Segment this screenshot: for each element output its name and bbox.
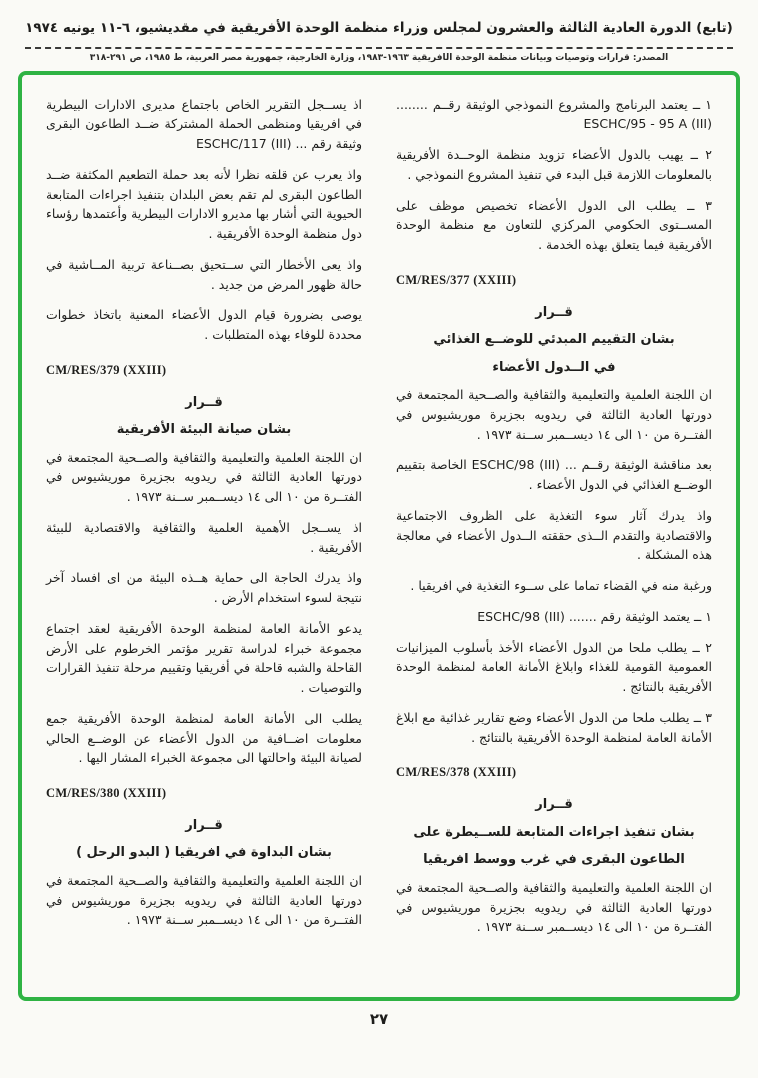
paragraph: واذ يدرك الحاجة الى حماية هــذه البيئة من اى افساد آخر نتيجة لسوء استخدام الأرض .	[46, 570, 362, 606]
paragraph: اذ يســجل الأهمية العلمية والثقافية والاقتصادية للبيئة الأفريقية .	[46, 519, 362, 555]
doc-reference: CM/RES/379 (XXIII)	[46, 362, 167, 377]
paragraph: واذ يعرب عن قلقه نظرا لأنه بعد حملة التطعيم المكثفة ضــد الطاعون البقرى لم تقم بعض البلدان بتنفيذ اجراءات المتابعة الحيوية التي أشار بها مديرو الادارات البيطرية وأعتمدها رؤساء دول منظمة الوحدة الأفريقية .	[46, 166, 362, 242]
paragraph: ٣ ــ يطلب الى الدول الأعضاء تخصيص موظف على المســتوى الحكومي المركزي للتعاون مع منظمة الوحدة الأفريقية فيما يتعلق بهذه الخدمة .	[396, 197, 712, 253]
paragraph: ١ ــ يعتمد الوثيقة رقم ....... ESCHC/98 (III)	[477, 608, 712, 624]
section-heading: بشان صيانة البيئة الأفريقية	[116, 422, 292, 438]
section-heading: بشان البداوة في افريقيا ( البدو الرحل )	[76, 845, 332, 861]
section-heading: قــرار	[185, 817, 223, 833]
paragraph: ٢ ــ يهيب بالدول الأعضاء تزويد منظمة الوحــدة الأفريقية بالمعلومات اللازمة قبل البدء في تنفيذ المشروع النموذجي .	[396, 147, 712, 182]
paragraph: ان اللجنة العلمية والتعليمية والثقافية والصــحية المجتمعة في دورتها العادية الثالثة في ريدويه بجزيرة موريشيوس في الفتــرة من ١٠ الى ١٤ ديســمبر ســنة ١٩٧٣ .	[46, 872, 362, 928]
section-heading: قــرار	[535, 304, 573, 320]
doc-reference: CM/RES/378 (XXIII)	[396, 765, 517, 780]
doc-reference: CM/RES/380 (XXIII)	[46, 786, 167, 801]
paragraph: ١ ــ يعتمد البرنامج والمشروع النموذجي الوثيقة رقــم ........ ESCHC/95 - 95 A (III)	[396, 96, 712, 132]
section-heading: بشان التقييم المبدئي للوضــع الغذائي	[433, 332, 675, 348]
paragraph: ان اللجنة العلمية والتعليمية والثقافية والصــحية المجتمعة في دورتها العادية الثالثة في ريدويه بجزيرة موريشيوس في الفتــرة من ١٠ الى ١٤ ديســمبر ســنة ١٩٧٣ .	[396, 387, 712, 442]
section-heading: بشان تنفيذ اجراءات المتابعة للســيطرة على	[413, 824, 695, 840]
paragraph: ورغبة منه في القضاء تماما على ســوء التغذية في افريقيا .	[410, 578, 712, 594]
paragraph: ٣ ــ يطلب ملحا من الدول الأعضاء وضع تقارير غذائية مع ابلاغ الأمانة العامة لمنظمة الوحدة الأفريقية بالنتائج .	[396, 709, 712, 745]
column-right	[396, 95, 712, 948]
paragraph: ان اللجنة العلمية والتعليمية والثقافية والصــحية المجتمعة في دورتها العادية الثالثة في ريدويه بجزيرة موريشيوس في الفتــرة من ١٠ الى ١٤ ديســمبر ســنة ١٩٧٣ .	[46, 449, 362, 505]
doc-reference: CM/RES/377 (XXIII)	[396, 272, 517, 287]
page-title: (تابع) الدورة العادية الثالثة والعشرون لمجلس وزراء منظمة الوحدة الأفريقية في مقديشيو، ٦-١١ يونيه ١٩٧٤	[25, 20, 733, 36]
paragraph: بعد مناقشة الوثيقة رقــم ... ESCHC/98 (III) الخاصة بتقييم الوضــع الغذائي في الدول الأعضاء .	[396, 457, 713, 493]
section-heading: في الــدول الأعضاء	[492, 359, 616, 375]
column-left	[46, 95, 362, 942]
paragraph: يوصى بضرورة قيام الدول الأعضاء المعنية باتخاذ خطوات محددة للوفاء بهذه المتطلبات .	[46, 307, 362, 343]
paragraph: اذ يســجل التقرير الخاص باجتماع مديرى الادارات البيطرية في افريقيا ومنظمى الحملة المشتركة ضــد الطاعون البقرى وثيقة رقم ... ESCHC/117 (III)	[46, 96, 362, 152]
two-column-layout	[46, 95, 712, 948]
source-line: المصدر: قرارات وتوصيات وبيانات منظمة الوحدة الأفريقية ١٩٦٣-١٩٨٣، وزارة الخارجية، جمهورية مصر العربية، ط ١٩٨٥، ص ٢٩١-٣١٨	[89, 52, 669, 63]
paragraph: يدعو الأمانة العامة لمنظمة الوحدة الأفريقية لعقد اجتماع مجموعة خبراء لدراسة تقرير مؤتمر الخرطوم على الأرض القاحلة والشبه قاحلة في أفريقيا وتقييم مرحلة تنفيذ القرارات والتوصيات .	[46, 620, 362, 696]
section-heading: الطاعون البقرى في غرب ووسط افريقيا	[423, 852, 685, 868]
divider-dashed	[25, 47, 733, 49]
page-header	[18, 14, 740, 63]
paragraph: ان اللجنة العلمية والتعليمية والثقافية والصــحية المجتمعة في دورتها العادية الثالثة في ريدويه بجزيرة موريشيوس في الفتــرة من ١٠ الى ١٤ ديســمبر ســنة ١٩٧٣ .	[396, 879, 712, 935]
page-number: ٢٧	[369, 1009, 389, 1028]
content-border-box	[18, 71, 740, 1001]
paragraph: ٢ ــ يطلب ملحا من الدول الأعضاء الأخذ بأسلوب الميزانيات العمومية القومية للغذاء وابلاغ الأمانة العامة لمنظمة الوحدة الأفريقية بالنتائج .	[396, 639, 712, 695]
section-heading: قــرار	[185, 394, 223, 410]
paragraph: واذ يدرك آثار سوء التغذية على الظروف الاجتماعية والاقتصادية والتقدم الــذى حققته الــدول الأعضاء في معالجة هذه المشكلة .	[396, 507, 712, 563]
paragraph: يطلب الى الأمانة العامة لمنظمة الوحدة الأفريقية جمع معلومات اضــافية من الدول الأعضاء عن الوضــع الحالي لصيانة البيئة واحالتها الى مجموعة الخبراء المشار اليها .	[46, 710, 362, 766]
paragraph: واذ يعى الأخطار التي ســتحيق بصــناعة تربية المــاشية في حالة ظهور المرض من جديد .	[46, 256, 362, 292]
section-heading: قــرار	[535, 797, 573, 813]
